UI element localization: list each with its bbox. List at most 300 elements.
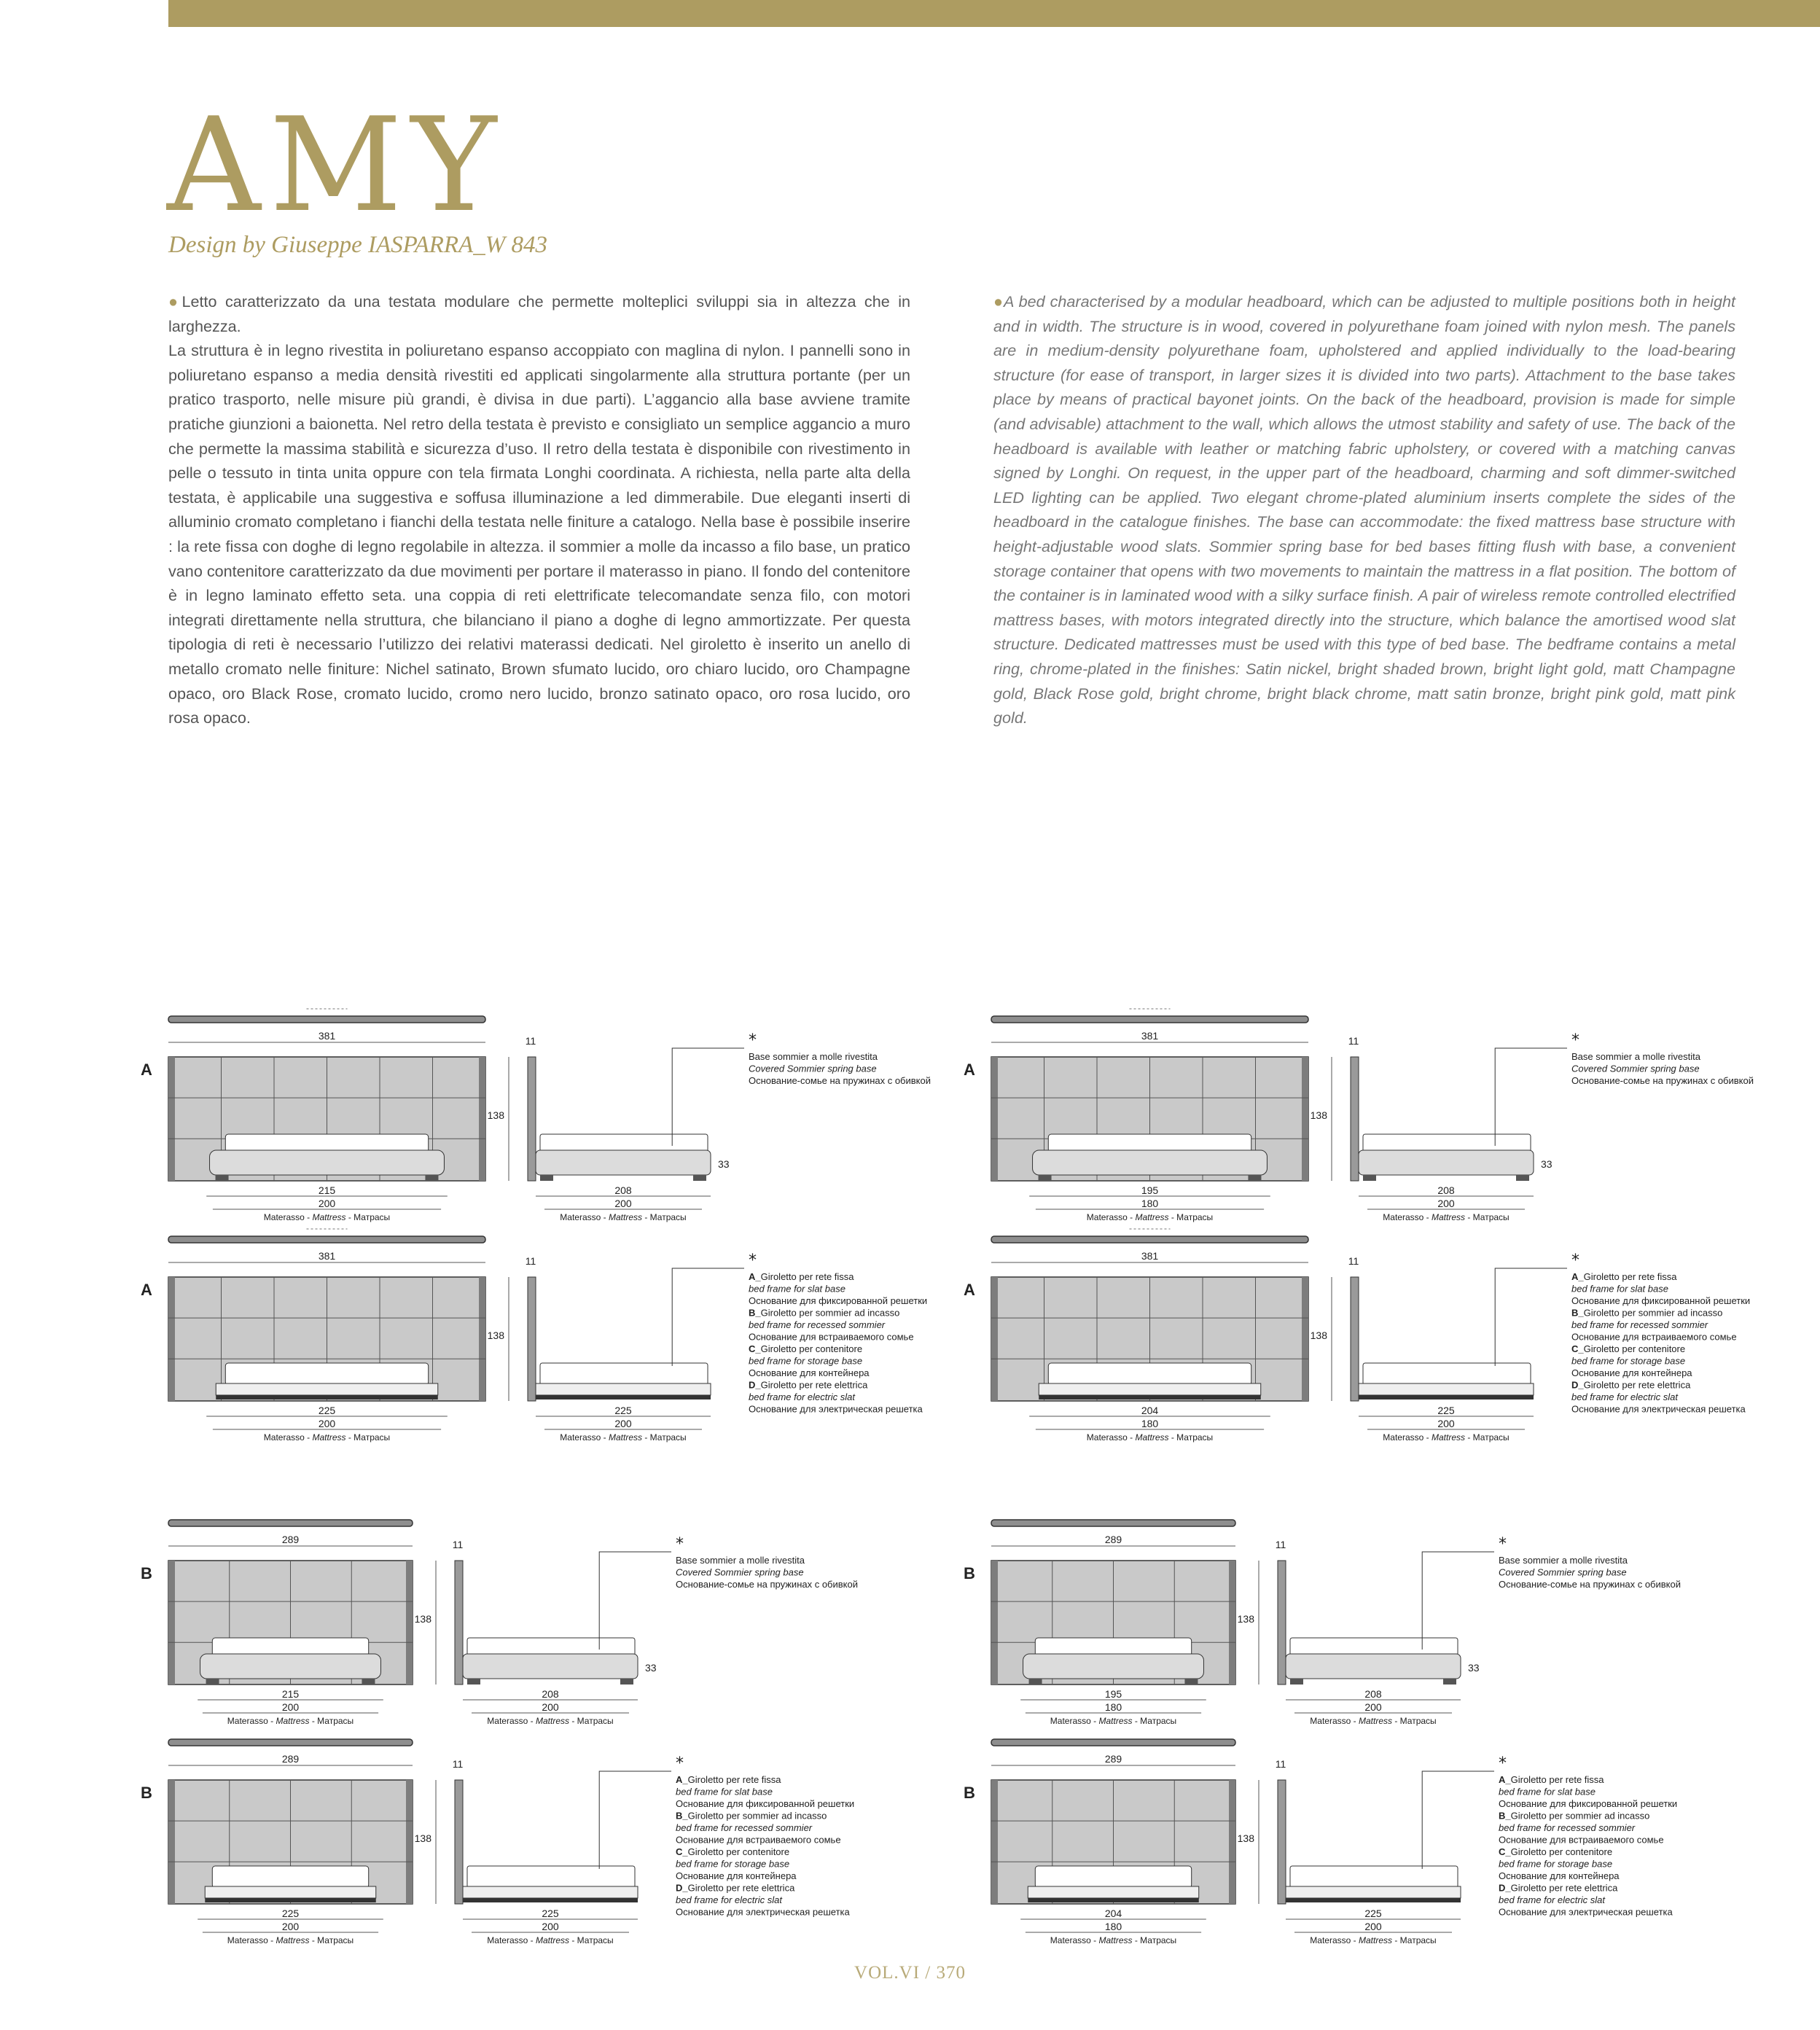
note-key: A_ (1571, 1271, 1584, 1282)
note-text: Основание для встраиваемого сомье (676, 1834, 841, 1846)
side-length-dimension: 225 (614, 1405, 632, 1416)
designer-subtitle: Design by Giuseppe IASPARRA_W 843 (168, 232, 547, 258)
mattress-label-part: Mattress (535, 1935, 570, 1945)
mattress-label-part: - Матрасы (1168, 1212, 1214, 1222)
note-text: Covered Sommier spring base (1571, 1063, 1700, 1074)
mattress-label (1050, 1935, 1176, 1945)
side-length-dimension: 225 (1364, 1908, 1382, 1919)
italian-paragraph-2: La struttura è in legno rivestita in poliuretano espanso accoppiato con maglina di nylon. I pannelli sono in poliuretano espanso a media densità rivestiti ed applicati singolarmente alla struttura portante (per un pratico trasporto, nelle misure più grandi, è divisa in due parti). L’aggancio alla base avviene tramite pratiche giunzioni a baionetta. Nel retro della testata è previsto e consigliato un semplice aggancio a muro che permette la massima stabilità e sicurezza d’uso. Il retro della testata è disponibile con rivestimento in pelle o tessuto in tinta unita oppure con tela firmata Longhi coordinata. A richiesta, nella parte alta della testata, è applicabile una suggestiva e soffusa illuminazione a led dimmerabile. Due eleganti inserti di alluminio cromato completano i fianchi della testata nelle finiture a catalogo. Nella base è possibile inserire : la rete fissa con doghe di legno regolabile in altezza. il sommier a molle da incasso a filo base, un pratico vano contenitore caratterizzato da due movimenti per portare il materasso in piano. Il fondo del contenitore è in legno laminato effetto seta. una coppia di reti elettrificate telecomandate senza filo, con motori integrati direttamente nella struttura, che bilanciano il piano a doghe di legno ammortizzate. Per questa tipologia di reti è necessario l’utilizzo dei relativi materassi dedicati. Nel giroletto è inserito un anello di metallo cromato nelle finiture: Nichel satinato, Brown sfumato lucido, oro chiaro lucido, oro Champagne opaco, oro Black Rose, cromato lucido, cromo nero lucido, bronzo satinato opaco, oro rosa lucido, oro rosa opaco. (168, 341, 910, 727)
width-dimension: 289 (281, 1534, 300, 1545)
note-text: Основание для фиксированной решетки (676, 1798, 855, 1809)
frame-front (1028, 1886, 1199, 1898)
note-line (1499, 1894, 1606, 1905)
section-letter: A (964, 1061, 975, 1079)
foot (1516, 1175, 1529, 1181)
mattress-label (1383, 1212, 1509, 1222)
note-line (1499, 1822, 1636, 1833)
foot (206, 1679, 219, 1684)
note-line (749, 1367, 870, 1378)
chrome-insert-left (991, 1277, 998, 1401)
leader-line (1422, 1552, 1494, 1650)
foot (540, 1175, 553, 1181)
chrome-insert-right (406, 1780, 413, 1904)
note-line (1571, 1075, 1754, 1086)
mattress-label-part: Mattress (1358, 1935, 1393, 1945)
base-dimension: 215 (281, 1688, 300, 1700)
note-line (749, 1284, 845, 1295)
base-height-dimension: 33 (1541, 1158, 1553, 1170)
chrome-insert-right (406, 1561, 413, 1684)
frame-ring (1039, 1395, 1261, 1399)
chrome-insert-left (168, 1277, 175, 1401)
note-text: bed frame for electric slat (749, 1391, 855, 1402)
note-line (1571, 1367, 1692, 1378)
note-text: Giroletto per sommier ad incasso (687, 1810, 827, 1822)
mattress-label-part: Mattress (1358, 1716, 1393, 1726)
note-text: Основание для электрическая решетка (676, 1906, 850, 1918)
side-length-dimension: 225 (542, 1908, 559, 1919)
note-text: Giroletto per sommier ad incasso (1510, 1810, 1650, 1822)
foot (1184, 1679, 1198, 1684)
note-text: Base sommier a molle rivestita (1571, 1051, 1700, 1062)
mattress-side (467, 1866, 635, 1888)
bed-drawing-a-frame (964, 1229, 1750, 1443)
base-height-dimension: 33 (718, 1158, 730, 1170)
note-text: Covered Sommier spring base (676, 1566, 804, 1578)
note-text: Основание-сомье на пружинах с обивкой (749, 1075, 931, 1086)
note-text: Основание для встраиваемого сомье (749, 1331, 914, 1343)
mattress-dimension: 180 (1104, 1701, 1122, 1713)
headboard-side (1278, 1780, 1286, 1904)
note-text: Основание для контейнера (1571, 1367, 1692, 1378)
mattress-label-part: Mattress (1431, 1212, 1466, 1222)
headboard-side (528, 1057, 536, 1181)
note-key: B_ (749, 1307, 761, 1319)
top-plan-bar (991, 1016, 1308, 1023)
note-text: Основание для фиксированной решетки (749, 1295, 928, 1306)
bed-drawing-b-frame (964, 1739, 1677, 1945)
mattress-label-part: - Матрасы (345, 1212, 391, 1222)
height-dimension: 138 (414, 1613, 431, 1625)
thickness-dimension: 11 (525, 1035, 536, 1047)
mattress-label-part: Materasso - (560, 1212, 609, 1222)
side-mattress-dimension: 200 (1437, 1198, 1455, 1209)
note-text: bed frame for storage base (1499, 1858, 1613, 1870)
english-paragraph: ●A bed characterised by a modular headboard, which can be adjusted to multiple positions both in height and in width. The structure is in wood, covered in polyurethane foam joined with nylon mesh. The panels are in medium-density polyurethane foam, upholstered and applied individually to the load-bearing structure (for ease of transport, in larger sizes it is divided into two parts). Attachment to the base takes place by means of practical bayonet joints. On the back of the headboard, provision is made for simple (and advisable) attachment to the wall, which allows the utmost stability and safety of use. The back of the headboard is available with leather or matching fabric upholstery, or covered with a matching canvas signed by Longhi. On request, in the upper part of the headboard, charming and soft dimmer-switched LED lighting can be applied. Two elegant chrome-plated aluminium inserts complete the sides of the headboard in the catalogue finishes. The base can accommodate: the fixed mattress base structure with height-adjustable wood slats. Sommier spring base for bed bases fitting flush with base, a convenient storage container that opens with two movements to maintain the mattress in a flat position. The bottom of the container is in laminated wood with a silky surface finish. A pair of wireless remote controlled electrified mattress bases, with motors integrated directly into the structure, which balance the amortised wood slat structure. Dedicated mattresses must be used with this type of bed base. The bedframe contains a metal ring, chrome-plated in the finishes: Satin nickel, bright shaded brown, bright light gold, matt Champagne gold, Black Rose gold, bright chrome, bright black chrome, matt satin bronze, bright pink gold, matt pink gold. (993, 292, 1735, 727)
section-letter: A (141, 1281, 152, 1299)
chrome-insert-right (479, 1057, 485, 1181)
note-key: D_ (1571, 1379, 1584, 1391)
note-text: bed frame for slat base (1499, 1786, 1596, 1797)
page-number: VOL.VI / 370 (854, 1963, 966, 1983)
mattress-label (560, 1432, 686, 1443)
foot (425, 1175, 438, 1181)
note-text: Giroletto per rete elettrica (1583, 1379, 1691, 1391)
note-line (1571, 1308, 1722, 1319)
foot (1029, 1679, 1042, 1684)
note-line (749, 1404, 923, 1415)
side-mattress-dimension: 200 (614, 1198, 632, 1209)
foot (693, 1175, 706, 1181)
top-plan-bar (168, 1236, 485, 1243)
thickness-dimension: 11 (1348, 1255, 1359, 1267)
side-length-dimension: 208 (1437, 1184, 1455, 1196)
top-plan-bar (168, 1016, 485, 1023)
height-dimension: 138 (1237, 1832, 1254, 1844)
note-text: Основание-сомье на пружинах с обивкой (1571, 1075, 1754, 1086)
note-line (1571, 1404, 1746, 1415)
width-dimension: 381 (1141, 1030, 1159, 1042)
height-dimension: 138 (487, 1109, 504, 1121)
chrome-insert-left (991, 1780, 998, 1904)
base-dimension: 195 (1104, 1688, 1122, 1700)
mattress-side (1363, 1363, 1531, 1385)
mattress-label-part: Mattress (312, 1432, 346, 1443)
mattress-label (560, 1212, 686, 1222)
section-letter: B (141, 1564, 152, 1582)
note-line (1499, 1811, 1649, 1822)
note-line (676, 1555, 805, 1566)
base-dimension: 215 (318, 1184, 336, 1196)
mattress-label-part: - Матрасы (1465, 1212, 1509, 1222)
italian-paragraph-1: ●Letto caratterizzato da una testata modulare che permette molteplici sviluppi sia in altezza che in larghezza. (168, 292, 911, 335)
base-height-dimension: 33 (645, 1662, 657, 1674)
note-text: bed frame for recessed sommier (1499, 1822, 1636, 1833)
frame-side (1359, 1383, 1534, 1395)
thickness-dimension: 11 (452, 1758, 464, 1770)
section-letter: A (964, 1281, 975, 1299)
note-line (1499, 1859, 1612, 1870)
note-key: A_ (676, 1774, 688, 1785)
headboard-side (1278, 1561, 1286, 1684)
chrome-insert-left (991, 1561, 998, 1684)
note-line (749, 1380, 868, 1391)
mattress-label-part: - Матрасы (569, 1716, 614, 1726)
side-mattress-dimension: 200 (542, 1921, 559, 1932)
star-marker: * (749, 1252, 757, 1270)
note-text: bed frame for storage base (1571, 1355, 1686, 1367)
note-text: Base sommier a molle rivestita (676, 1555, 805, 1566)
spring-base-front (1023, 1654, 1204, 1679)
note-line (676, 1883, 795, 1894)
note-line (1499, 1787, 1596, 1797)
mattress-label-part: Materasso - (1383, 1212, 1432, 1222)
bullet-icon: ● (168, 292, 182, 311)
spring-base-front (1033, 1150, 1268, 1175)
note-text: bed frame for electric slat (676, 1894, 782, 1905)
note-text: Основание-сомье на пружинах с обивкой (676, 1579, 858, 1590)
note-text: Основание-сомье на пружинах с обивкой (1499, 1579, 1681, 1590)
mattress-label (1087, 1432, 1213, 1443)
width-dimension: 381 (1141, 1250, 1159, 1262)
bed-drawing-a-frame (141, 1229, 927, 1443)
note-text: Giroletto per contenitore (687, 1846, 790, 1857)
foot (1039, 1175, 1052, 1181)
bed-drawing-b-spring (964, 1520, 1681, 1726)
headboard-side (455, 1561, 463, 1684)
mattress-label-part: - Матрасы (309, 1935, 354, 1945)
note-key: D_ (676, 1882, 688, 1894)
mattress-label-part: - Матрасы (309, 1716, 354, 1726)
note-text: bed frame for electric slat (1571, 1391, 1678, 1402)
mattress-label (227, 1935, 354, 1945)
height-dimension: 138 (1310, 1330, 1327, 1341)
note-text: Giroletto per sommier ad incasso (760, 1307, 900, 1319)
width-dimension: 289 (1104, 1534, 1122, 1545)
side-mattress-dimension: 200 (1364, 1701, 1382, 1713)
foot (1443, 1679, 1456, 1684)
frame-ring-side (536, 1395, 711, 1399)
width-dimension: 381 (318, 1030, 336, 1042)
note-key: C_ (676, 1846, 688, 1857)
note-text: Основание для электрическая решетка (1571, 1403, 1746, 1415)
note-line (676, 1811, 827, 1822)
chrome-insert-left (168, 1561, 175, 1684)
side-length-dimension: 225 (1437, 1405, 1455, 1416)
bed-drawing-b-spring (141, 1520, 858, 1726)
section-letter: A (141, 1061, 152, 1079)
mattress-label-part: Materasso - (227, 1935, 276, 1945)
thickness-dimension: 11 (1348, 1035, 1359, 1047)
base-side (1286, 1654, 1461, 1679)
note-text: bed frame for slat base (1571, 1283, 1668, 1295)
height-dimension: 138 (1237, 1613, 1254, 1625)
note-line (676, 1870, 797, 1881)
mattress-dimension: 180 (1104, 1921, 1122, 1932)
mattress-label-part: Materasso - (560, 1432, 609, 1443)
mattress-label-part: Mattress (535, 1716, 570, 1726)
note-text: Основание для электрическая решетка (749, 1403, 923, 1415)
note-text: Giroletto per contenitore (1583, 1343, 1686, 1354)
note-line (676, 1846, 789, 1857)
thickness-dimension: 11 (452, 1539, 464, 1550)
base-dimension: 195 (1141, 1184, 1159, 1196)
mattress-label-part: Materasso - (1086, 1432, 1136, 1443)
frame-side (1286, 1886, 1461, 1898)
note-text: Giroletto per rete fissa (1583, 1271, 1677, 1282)
mattress-label-part: Materasso - (227, 1716, 276, 1726)
mattress-label-part: Mattress (608, 1212, 643, 1222)
mattress-label (1087, 1212, 1213, 1222)
note-line (1571, 1051, 1701, 1062)
chrome-insert-right (1229, 1561, 1235, 1684)
mattress-dimension: 200 (318, 1198, 336, 1209)
note-text: Основание для фиксированной решетки (1499, 1798, 1678, 1809)
note-text: Основание для встраиваемого сомье (1571, 1331, 1737, 1343)
bullet-icon: ● (993, 292, 1004, 311)
frame-side (536, 1383, 711, 1395)
bed-drawing-a-spring (141, 1009, 931, 1222)
mattress-label-part: Mattress (276, 1716, 310, 1726)
leader-line (599, 1552, 671, 1650)
frame-side (463, 1886, 638, 1898)
top-plan-bar (991, 1236, 1308, 1243)
mattress-front (1048, 1363, 1251, 1385)
spring-base-front (210, 1150, 445, 1175)
mattress-label-part: Mattress (1098, 1935, 1133, 1945)
foot (1248, 1175, 1261, 1181)
leader-line (1495, 1048, 1567, 1146)
mattress-dimension: 200 (318, 1418, 336, 1429)
top-plan-bar (168, 1739, 413, 1746)
mattress-label-part: Materasso - (1383, 1432, 1432, 1443)
note-line (1499, 1870, 1620, 1881)
mattress-front (212, 1866, 368, 1888)
note-line (676, 1567, 804, 1578)
note-key: C_ (1499, 1846, 1511, 1857)
note-line (1571, 1343, 1685, 1354)
mattress-label-part: - Матрасы (345, 1432, 391, 1443)
chrome-insert-left (168, 1780, 175, 1904)
headboard-side (1351, 1277, 1359, 1401)
note-line (749, 1295, 927, 1306)
note-line (749, 1391, 856, 1402)
chrome-insert-right (1229, 1780, 1235, 1904)
note-text: Основание для фиксированной решетки (1571, 1295, 1751, 1306)
note-text: bed frame for electric slat (1499, 1894, 1605, 1905)
base-dimension: 225 (281, 1908, 300, 1919)
leader-line (1495, 1268, 1567, 1366)
mattress-label-part: Mattress (1431, 1432, 1466, 1443)
note-text: bed frame for storage base (749, 1355, 863, 1367)
foot (216, 1175, 229, 1181)
mattress-label-part: Materasso - (263, 1432, 313, 1443)
note-text: bed frame for storage base (676, 1858, 790, 1870)
height-dimension: 138 (1310, 1109, 1327, 1121)
spring-base-front (200, 1654, 381, 1679)
note-key: B_ (676, 1810, 688, 1822)
mattress-label-part: - Матрасы (1465, 1432, 1509, 1443)
star-marker: * (676, 1754, 684, 1773)
headboard-side (528, 1277, 536, 1401)
note-line (676, 1774, 781, 1785)
note-key: C_ (749, 1343, 761, 1354)
note-line (1571, 1063, 1700, 1074)
mattress-label (264, 1212, 390, 1222)
mattress-label (1310, 1716, 1436, 1726)
note-line (1571, 1319, 1708, 1330)
base-dimension: 225 (318, 1405, 336, 1416)
mattress-label-part: Mattress (1098, 1716, 1133, 1726)
note-text: Giroletto per rete fissa (1510, 1774, 1604, 1785)
note-key: B_ (1499, 1810, 1511, 1822)
frame-ring (216, 1395, 438, 1399)
leader-line (599, 1771, 671, 1869)
note-line (1571, 1356, 1685, 1367)
note-line (1499, 1555, 1628, 1566)
leader-line (672, 1048, 744, 1146)
width-dimension: 289 (1104, 1753, 1122, 1765)
leader-line (672, 1268, 744, 1366)
foot (1363, 1175, 1376, 1181)
note-line (1499, 1579, 1681, 1590)
note-text: Основание для контейнера (749, 1367, 870, 1378)
star-marker: * (1571, 1031, 1579, 1050)
note-line (1499, 1846, 1612, 1857)
note-line (1499, 1567, 1627, 1578)
mattress-label-part: Materasso - (487, 1935, 536, 1945)
base-side (536, 1150, 711, 1175)
side-mattress-dimension: 200 (1364, 1921, 1382, 1932)
side-length-dimension: 208 (1364, 1688, 1382, 1700)
headboard-side (455, 1780, 463, 1904)
frame-ring (1028, 1898, 1199, 1902)
mattress-label-part: Mattress (276, 1935, 310, 1945)
note-line (749, 1075, 931, 1086)
mattress-label-part: - Матрасы (642, 1432, 687, 1443)
side-mattress-dimension: 200 (1437, 1418, 1455, 1429)
foot (1290, 1679, 1303, 1684)
mattress-label-part: - Матрасы (1392, 1935, 1437, 1945)
chrome-insert-left (991, 1057, 998, 1181)
note-line (1571, 1332, 1737, 1343)
note-text: Основание для встраиваемого сомье (1499, 1834, 1664, 1846)
foot (620, 1679, 633, 1684)
bed-drawing-a-spring (964, 1009, 1754, 1222)
note-line (749, 1271, 854, 1282)
note-text: Covered Sommier spring base (1499, 1566, 1627, 1578)
height-dimension: 138 (487, 1330, 504, 1341)
note-line (676, 1907, 851, 1918)
width-dimension: 381 (318, 1250, 336, 1262)
mattress-label-part: - Матрасы (1132, 1716, 1177, 1726)
note-line (1499, 1883, 1618, 1894)
mattress-label-part: - Матрасы (642, 1212, 687, 1222)
star-marker: * (1499, 1754, 1507, 1773)
note-text: bed frame for slat base (749, 1283, 845, 1295)
note-line (676, 1822, 813, 1833)
mattress-label-part: Mattress (1135, 1212, 1169, 1222)
note-key: B_ (1571, 1307, 1584, 1319)
frame-front (216, 1383, 438, 1395)
mattress-label-part: Materasso - (487, 1716, 536, 1726)
note-key: D_ (1499, 1882, 1511, 1894)
mattress-dimension: 180 (1141, 1198, 1159, 1209)
mattress-front (225, 1363, 428, 1385)
mattress-label-part: - Матрасы (569, 1935, 614, 1945)
section-letter: B (141, 1784, 152, 1802)
note-text: bed frame for recessed sommier (1571, 1319, 1708, 1330)
chrome-insert-right (1302, 1057, 1308, 1181)
note-line (676, 1859, 789, 1870)
note-text: Giroletto per rete elettrica (760, 1379, 868, 1391)
mattress-label-part: Mattress (1135, 1432, 1169, 1443)
note-key: A_ (1499, 1774, 1511, 1785)
note-key: D_ (749, 1379, 761, 1391)
note-line (1499, 1907, 1673, 1918)
note-text: Giroletto per contenitore (1510, 1846, 1613, 1857)
note-line (749, 1343, 862, 1354)
chrome-insert-right (479, 1277, 485, 1401)
width-dimension: 289 (281, 1753, 300, 1765)
star-marker: * (1499, 1535, 1507, 1553)
mattress-label (227, 1716, 354, 1726)
side-mattress-dimension: 200 (542, 1701, 559, 1713)
base-side (463, 1654, 638, 1679)
note-line (749, 1356, 862, 1367)
mattress-label-part: - Матрасы (1168, 1432, 1214, 1443)
mattress-front (1035, 1866, 1191, 1888)
note-text: Giroletto per rete fissa (687, 1774, 781, 1785)
frame-ring-side (463, 1898, 638, 1902)
thickness-dimension: 11 (1275, 1758, 1286, 1770)
note-text: Base sommier a molle rivestita (1499, 1555, 1628, 1566)
mattress-label-part: Materasso - (1050, 1935, 1099, 1945)
note-text: bed frame for recessed sommier (676, 1822, 813, 1833)
note-text: bed frame for slat base (676, 1786, 773, 1797)
frame-ring-side (1359, 1395, 1534, 1399)
frame-ring-side (1286, 1898, 1461, 1902)
